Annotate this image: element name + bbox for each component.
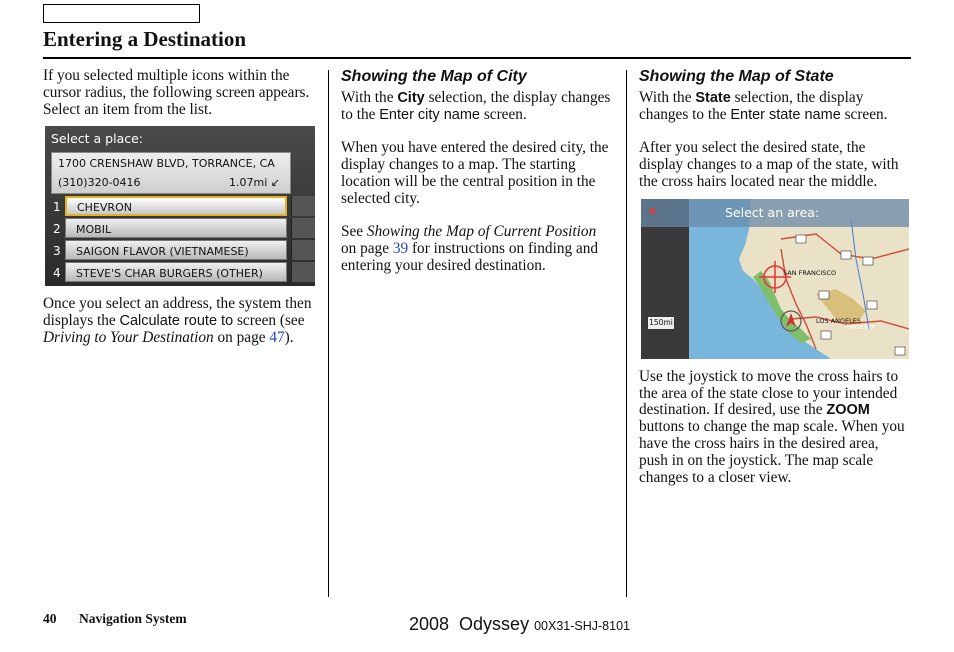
route-shield-80: [796, 235, 806, 243]
title-rule: [43, 57, 911, 59]
place-item-2[interactable]: [45, 218, 315, 238]
enter-city-name-screen: Enter city name: [379, 106, 480, 123]
place-item-3[interactable]: [45, 240, 315, 260]
city-label-phoenix: PHOENIX: [846, 322, 876, 331]
page-number: 40: [43, 611, 57, 626]
map-title: Select an area:: [725, 204, 820, 220]
item-number: 1: [53, 200, 61, 215]
cross-reference: Showing the Map of Current Position: [366, 223, 597, 241]
state-paragraph-2: After you select the desired state, the display changes to a map of the state, with the cross hairs located near the middle.: [639, 139, 899, 190]
item-number: 2: [53, 222, 61, 237]
item-label: STEVE'S CHAR BURGERS (OTHER): [65, 262, 287, 282]
zoom-key: ZOOM: [826, 402, 870, 419]
footer-section-name: Navigation System: [79, 611, 187, 626]
city-paragraph-2: When you have entered the desired city, the display changes to a map. The starting location will be the central position in the selected city.: [341, 139, 609, 207]
route-shield-15b: [819, 291, 829, 299]
city-paragraph-3: See Showing the Map of Current Position on page 39 for instructions on finding and entering your desired destination.: [341, 223, 599, 274]
column-divider-1: [328, 70, 329, 597]
route-shield-8: [821, 331, 831, 339]
calculate-route-screen-name: Calculate route to: [119, 313, 234, 330]
footer-part-number: 00X31-SHJ-8101: [534, 619, 630, 633]
enter-state-name-screen: Enter state name: [730, 106, 841, 123]
item-number: 3: [53, 244, 61, 259]
state-key: State: [695, 90, 731, 106]
item-label: CHEVRON: [65, 196, 287, 216]
north-indicator-icon: N: [649, 206, 656, 216]
route-shield-10: [895, 347, 905, 355]
cross-reference: Driving to Your Destination: [43, 328, 214, 346]
city-key: City: [397, 90, 425, 106]
column-2: [341, 68, 613, 292]
city-label-los-angeles: LOS ANGELES: [816, 316, 862, 325]
footer-model: 2008 Odyssey 00X31-SHJ-8101: [409, 614, 630, 634]
direction-arrow-icon: ↙: [270, 176, 280, 190]
route-shield-15: [841, 251, 851, 259]
state-paragraph-1: With the State selection, the display changes to the Enter state name screen.: [639, 89, 888, 123]
phone-text: (310)320-0416: [58, 176, 141, 190]
heading-map-of-city: Showing the Map of City: [341, 68, 527, 85]
page-link-39[interactable]: 39: [392, 240, 409, 258]
address-box: [51, 152, 291, 194]
state-paragraph-3: Use the joystick to move the cross hairs to the area of the state close to your intended destination. If desired, use the ZOOM buttons to change the map scale. When you have the cross hairs in the desired area, push in on the joystick. The map scale changes to a closer view.: [639, 367, 905, 486]
item-label: MOBIL: [65, 218, 287, 238]
city-label-san-francisco: SAN FRANCISCO: [783, 268, 837, 277]
page-link-47[interactable]: 47: [269, 328, 285, 346]
column-1: [43, 68, 315, 364]
place-item-1[interactable]: [45, 196, 315, 216]
column-3: [639, 68, 911, 503]
page-title: Entering a Destination: [43, 27, 247, 51]
map-scale-indicator: 150mi: [647, 316, 675, 330]
intro-paragraph: If you selected multiple icons within the cursor radius, the following screen appears. Select an item from the list.: [43, 67, 310, 118]
place-item-4[interactable]: [45, 262, 315, 282]
column-divider-2: [626, 70, 627, 597]
route-shield-40: [867, 301, 877, 309]
after-select-paragraph: Once you select an address, the system then displays the Calculate route to screen (see Driving to Your Destination on page 47).: [43, 295, 312, 346]
item-label: SAIGON FLAVOR (VIETNAMESE): [65, 240, 287, 260]
screen-title: Select a place:: [51, 131, 144, 147]
select-area-map-screen: [641, 199, 909, 359]
item-number: 4: [53, 266, 61, 281]
route-shield-70: [863, 257, 873, 265]
address-text: 1700 CRENSHAW BLVD, TORRANCE, CA: [58, 157, 275, 171]
distance-text: 1.07mi ↙: [229, 176, 280, 190]
header-tab-box: [43, 4, 200, 23]
heading-map-of-state: Showing the Map of State: [639, 68, 834, 85]
select-place-screen: [45, 126, 315, 286]
city-paragraph-1: With the City selection, the display changes to the Enter city name screen.: [341, 89, 611, 123]
